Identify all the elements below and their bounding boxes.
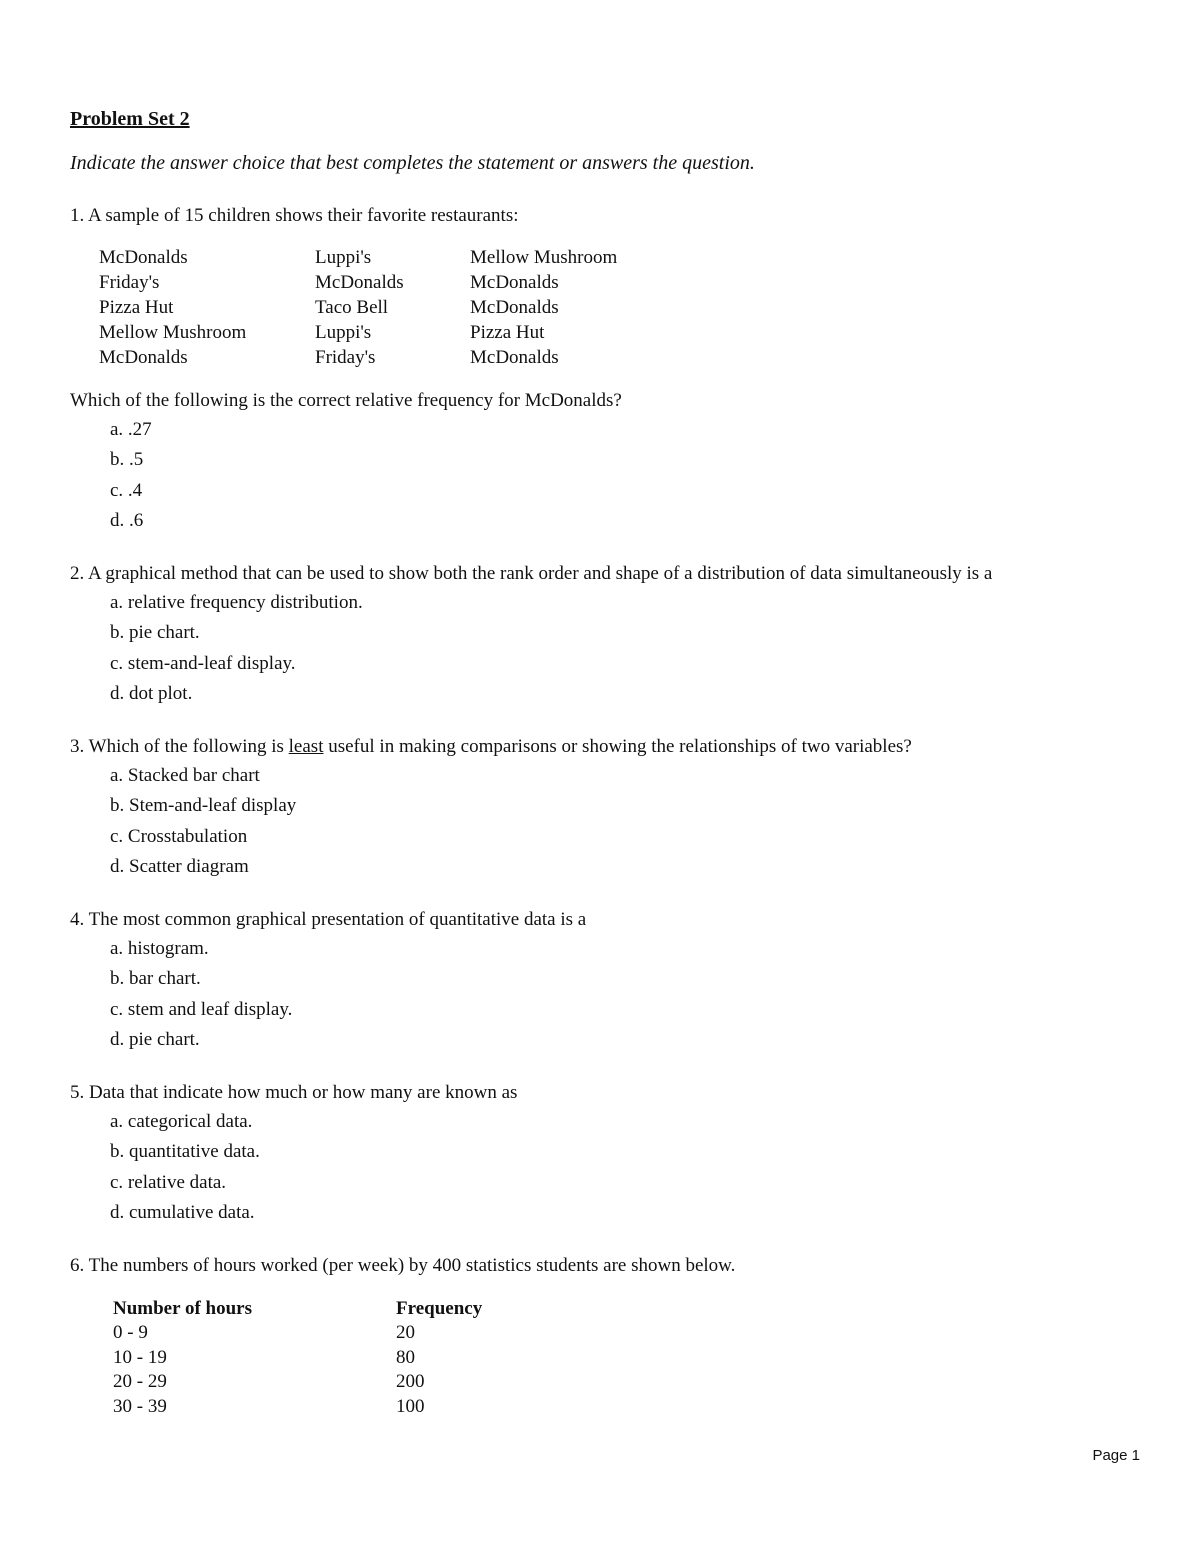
- q3-stem-end: useful in making comparisons or showing the relationships of two variables?: [323, 736, 912, 757]
- q5-stem: 5. Data that indicate how much or how many are known as: [70, 1082, 518, 1103]
- q4-stem: 4. The most common graphical presentation of quantitative data is a: [70, 909, 587, 930]
- q6-cell-hours: 10 - 19: [113, 1347, 167, 1368]
- q1-question: Which of the following is the correct relative frequency for McDonalds?: [70, 390, 622, 411]
- q3-option-a: a. Stacked bar chart: [110, 765, 260, 786]
- q6-header-hours: Number of hours: [113, 1298, 252, 1319]
- q1-table-cell: McDonalds: [315, 272, 404, 293]
- q2-stem: 2. A graphical method that can be used to show both the rank order and shape of a distribution of data simultaneously is a: [70, 563, 993, 584]
- q5-option-a: a. categorical data.: [110, 1111, 253, 1132]
- q2-option-c: c. stem-and-leaf display.: [110, 653, 296, 674]
- q3-option-b: b. Stem-and-leaf display: [110, 795, 297, 816]
- q4-option-c: c. stem and leaf display.: [110, 999, 293, 1020]
- q5-option-b: b. quantitative data.: [110, 1141, 260, 1162]
- q6-header-frequency: Frequency: [396, 1298, 483, 1319]
- q1-table-cell: Taco Bell: [315, 297, 389, 318]
- q3-option-c: c. Crosstabulation: [110, 826, 248, 847]
- q1-table-cell: McDonalds: [470, 297, 559, 318]
- q6-cell-hours: 0 - 9: [113, 1322, 148, 1343]
- q4-option-b: b. bar chart.: [110, 968, 201, 989]
- q6-cell-hours: 20 - 29: [113, 1371, 167, 1392]
- q1-table-cell: Pizza Hut: [470, 322, 545, 343]
- q1-table-cell: Friday's: [99, 272, 160, 293]
- q3-stem-start: 3. Which of the following is: [70, 736, 289, 757]
- q4-option-a: a. histogram.: [110, 938, 209, 959]
- q1-option-a: a. .27: [110, 419, 152, 440]
- q3-option-d: d. Scatter diagram: [110, 856, 249, 877]
- page-title: Problem Set 2: [70, 108, 190, 130]
- q1-table-cell: Luppi's: [315, 247, 372, 268]
- q1-table-cell: Pizza Hut: [99, 297, 174, 318]
- q6-cell-frequency: 200: [396, 1371, 425, 1392]
- q2-option-d: d. dot plot.: [110, 683, 193, 704]
- instructions: Indicate the answer choice that best completes the statement or answers the question.: [70, 152, 755, 174]
- q6-stem: 6. The numbers of hours worked (per week) by 400 statistics students are shown below.: [70, 1255, 736, 1276]
- q1-table-cell: Luppi's: [315, 322, 372, 343]
- q6-cell-hours: 30 - 39: [113, 1396, 167, 1417]
- q5-option-d: d. cumulative data.: [110, 1202, 255, 1223]
- q3-stem: [70, 736, 912, 758]
- q2-option-b: b. pie chart.: [110, 622, 200, 643]
- q1-stem: 1. A sample of 15 children shows their favorite restaurants:: [70, 205, 519, 226]
- q1-table-cell: Mellow Mushroom: [99, 322, 247, 343]
- q4-option-d: d. pie chart.: [110, 1029, 200, 1050]
- q3-stem-emphasis: least: [288, 736, 324, 757]
- q6-cell-frequency: 80: [396, 1347, 415, 1368]
- q1-table-cell: McDonalds: [470, 347, 559, 368]
- q1-option-d: d. .6: [110, 510, 144, 531]
- page-number: Page 1: [1092, 1447, 1140, 1464]
- q6-cell-frequency: 100: [396, 1396, 425, 1417]
- q1-option-b: b. .5: [110, 449, 144, 470]
- q1-table-cell: McDonalds: [99, 247, 188, 268]
- q6-cell-frequency: 20: [396, 1322, 415, 1343]
- q1-table-cell: McDonalds: [99, 347, 188, 368]
- q2-option-a: a. relative frequency distribution.: [110, 592, 363, 613]
- q1-table-cell: McDonalds: [470, 272, 559, 293]
- q5-option-c: c. relative data.: [110, 1172, 227, 1193]
- q1-option-c: c. .4: [110, 480, 143, 501]
- q1-table-cell: Friday's: [315, 347, 376, 368]
- q1-table-cell: Mellow Mushroom: [470, 247, 618, 268]
